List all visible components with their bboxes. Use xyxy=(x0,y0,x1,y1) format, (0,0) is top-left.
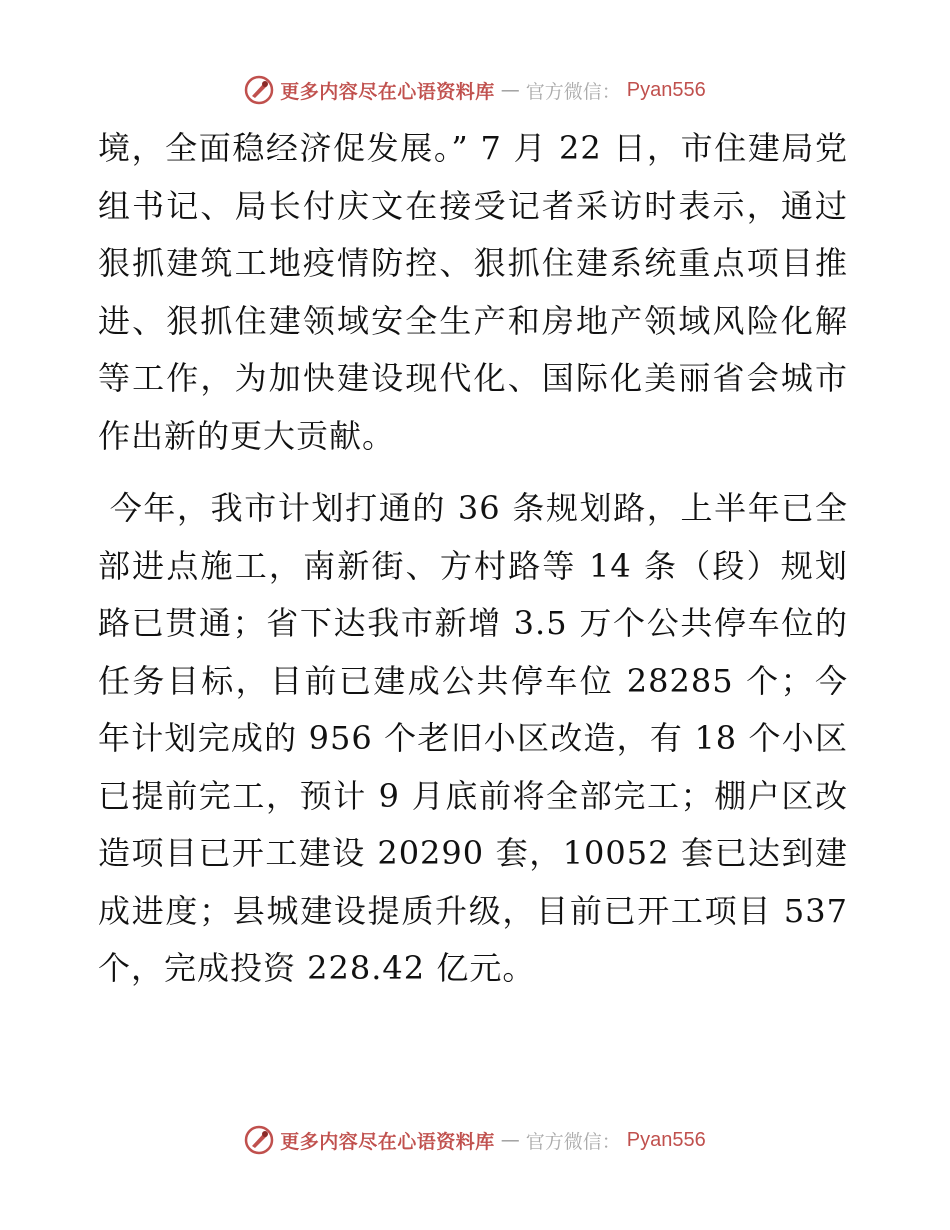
red-quill-logo-icon xyxy=(244,75,274,105)
watermark-wechat-id: Pyan556 xyxy=(626,1128,706,1151)
red-quill-logo-icon xyxy=(244,1125,274,1155)
watermark-dash: — xyxy=(500,1129,520,1151)
article-body xyxy=(98,120,860,998)
article-paragraph: 今年，我市计划打通的 36 条规划路，上半年已全部进点施工，南新街、方村路等 14 条（段）规划路已贯通；省下达我市新增 3.5 万个公共停车位的任务目标，目前已建成公共停车位 28285 个；今年计划完成的 956 个老旧小区改造，有 18 个小区已提前完工，预计 9 月底前将全部完工；棚户区改造项目已开工建设 20290 套，10052 套已达到建成进度；县城建设提质升级，目前已开工项目 537 个，完成投资 228.42 亿元。 xyxy=(98,489,860,987)
watermark-dash: — xyxy=(500,79,520,101)
watermark-wechat-label: 官方微信： xyxy=(525,1130,621,1153)
watermark-wechat-label: 官方微信： xyxy=(525,80,621,103)
watermark-site-text: 更多内容尽在心语资料库 xyxy=(280,80,495,103)
watermark-wechat-id: Pyan556 xyxy=(626,78,706,101)
article-paragraph: 境，全面稳经济促发展。” 7 月 22 日，市住建局党组书记、局长付庆文在接受记者采访时表示，通过狠抓建筑工地疫情防控、狠抓住建系统重点项目推进、狠抓住建领域安全生产和房地产领域风险化解等工作，为加快建设现代化、国际化美丽省会城市作出新的更大贡献。 xyxy=(98,129,848,455)
header-watermark xyxy=(0,70,950,110)
watermark-site-text: 更多内容尽在心语资料库 xyxy=(280,1130,495,1153)
footer-watermark xyxy=(0,1120,950,1160)
